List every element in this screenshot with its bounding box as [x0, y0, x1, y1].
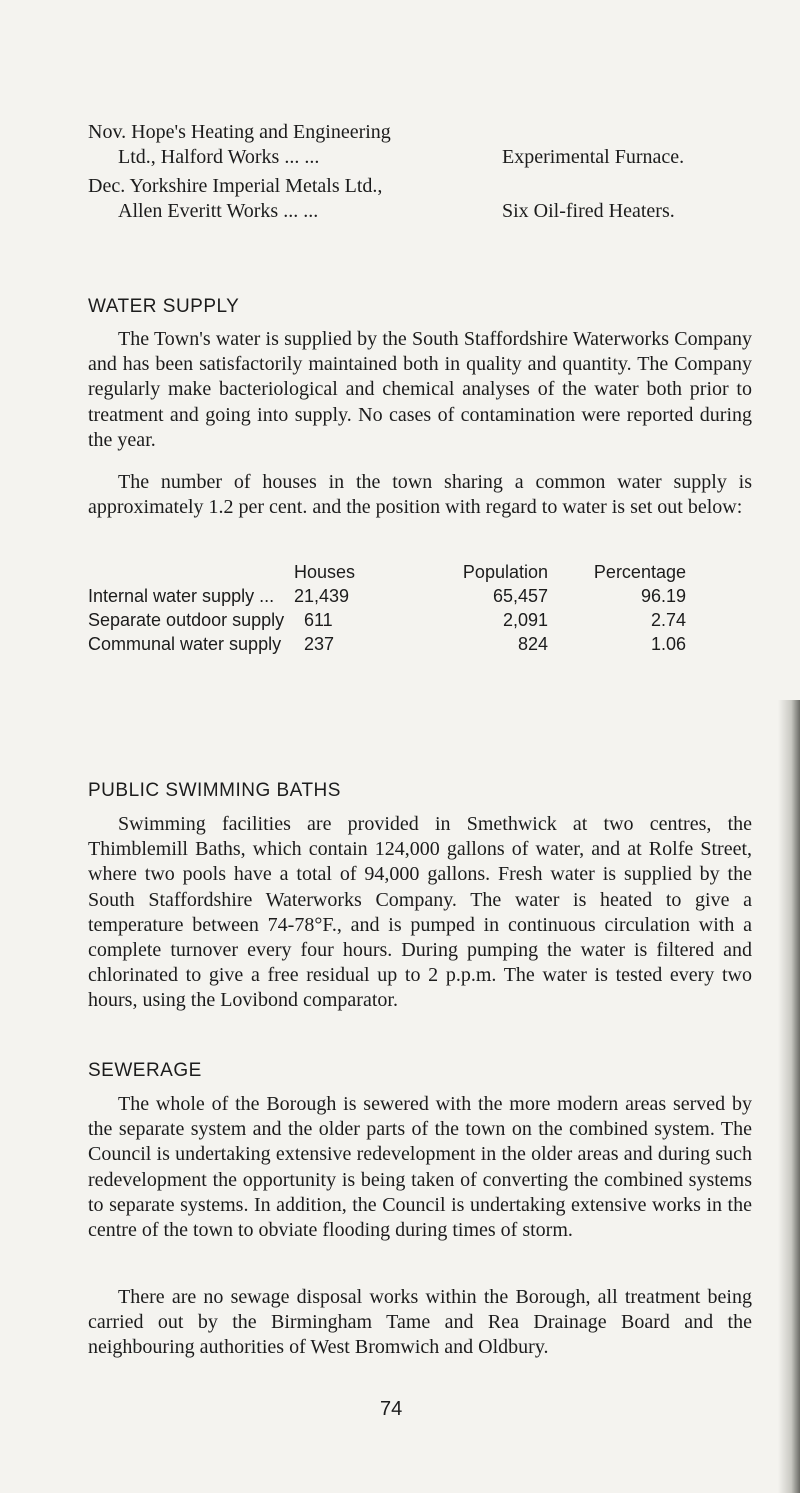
table-cell: Internal water supply ... — [88, 585, 275, 606]
table-header — [88, 560, 294, 584]
table-cell: Communal water supply — [88, 633, 282, 654]
entry-result: Six Oil-fired Heaters. — [502, 200, 675, 222]
table-cell: 1.06 — [650, 633, 686, 654]
table-header: Population — [462, 561, 548, 582]
entry-november — [88, 120, 768, 170]
table-cell: 2.74 — [650, 609, 686, 630]
paragraph: The number of houses in the town sharing a common water supply is approximately 1.2 per cent. and the position with regard to water is set out below: — [88, 471, 752, 519]
table-cell: 21,439 — [294, 585, 350, 606]
entry-december — [88, 174, 768, 224]
page-edge-shadow — [778, 700, 800, 1493]
paragraph: Swimming facilities are provided in Smethwick at two centres, the Thimblemill Baths, which contain 124,000 gallons of water, and at Rolfe Street, where two pools have a total of 94,000 gallons. Fresh water is supplied by the South Staffordshire Waterworks Company. The water is heated to give a temperature between 74-78°F., and is pumped in continuous circulation with a complete turnover every four hours. During pumping the water is filtered and chlorinated to give a free residual up to 2 p.p.m. The water is tested every two hours, using the Lovibond comparator. — [88, 813, 752, 1012]
section-heading-swimming-baths: PUBLIC SWIMMING BATHS — [88, 780, 341, 801]
table-row — [88, 608, 686, 632]
paragraph: The Town's water is supplied by the South Staffordshire Waterworks Company and has been satisfactorily maintained both in quality and quantity. The Company regularly make bacteriological and chemical analyses of the water both prior to treatment and going into supply. No cases of contamination were reported during the year. — [88, 328, 752, 451]
water-supply-table — [88, 560, 686, 656]
table-header: Percentage — [593, 561, 686, 582]
table-cell: 611 — [304, 609, 333, 630]
entry-line: Nov. Hope's Heating and Engineering — [88, 121, 391, 143]
paragraph: The whole of the Borough is sewered with the more modern areas served by the separate system and the older parts of the town on the combined system. The Council is undertaking extensive redevelopment in the older areas and during such redevelopment the opportunity is being taken of converting the combined systems to separate systems. In addition, the Council is undertaking extensive works in the centre of the town to obviate flooding during times of storm. — [88, 1093, 752, 1242]
entry-line: Ltd., Halford Works ... ... — [118, 146, 320, 168]
section-heading-sewerage: SEWERAGE — [88, 1060, 202, 1081]
entry-result: Experimental Furnace. — [502, 146, 685, 168]
table-row — [88, 584, 686, 608]
entry-line: Allen Everitt Works ... ... — [118, 200, 319, 222]
table-cell: 2,091 — [502, 609, 548, 630]
section-heading-water-supply: WATER SUPPLY — [88, 296, 240, 317]
table-header: Houses — [294, 561, 356, 582]
entry-line: Dec. Yorkshire Imperial Metals Ltd., — [88, 175, 383, 197]
table-cell: Separate outdoor supply — [88, 609, 285, 630]
table-cell: 65,457 — [492, 585, 548, 606]
table-row — [88, 632, 686, 656]
table-cell: 824 — [517, 633, 548, 654]
table-cell: 96.19 — [640, 585, 686, 606]
page-number: 74 — [380, 1398, 403, 1420]
table-cell: 237 — [304, 633, 335, 654]
table-header-row — [88, 560, 686, 584]
paragraph: There are no sewage disposal works within the Borough, all treatment being carried out by the Birmingham Tame and Rea Drainage Board and the neighbouring authorities of West Bromwich and Oldbury. — [88, 1286, 752, 1359]
